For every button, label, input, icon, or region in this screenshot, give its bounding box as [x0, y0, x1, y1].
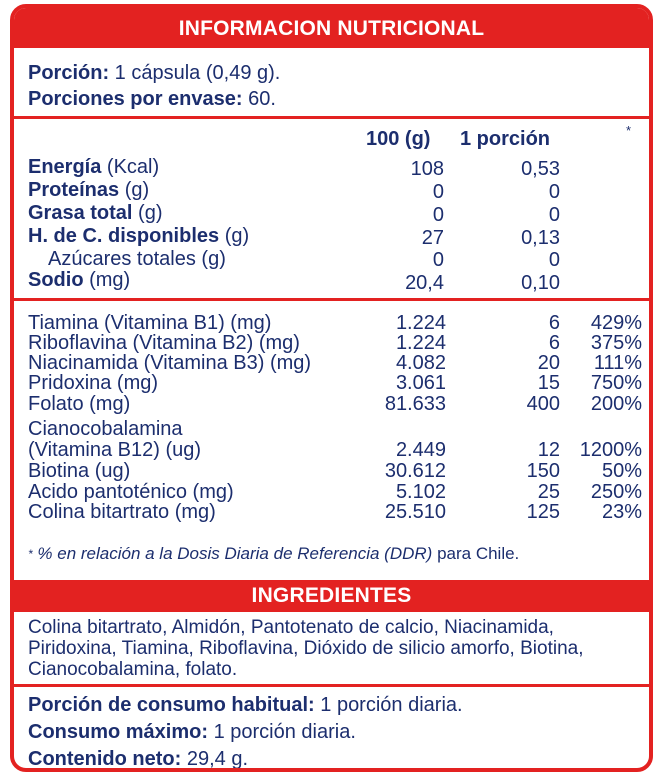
vitamin-value-portion: 6	[548, 312, 560, 334]
macro-name: Proteínas	[28, 179, 120, 201]
consumption-value: 29,4 g.	[181, 748, 249, 770]
vitamin-name: Riboflavina (Vitamina B2) (mg)	[28, 332, 300, 354]
macro-name: H. de C. disponibles	[28, 225, 220, 247]
ingredients-title: INGREDIENTES	[14, 580, 649, 612]
vitamin-value-portion: 12	[537, 439, 560, 461]
macro-name: Sodio	[28, 269, 84, 291]
vitamin-value-portion: 15	[537, 372, 560, 394]
consumption-value: 1 porción diaria.	[314, 694, 463, 716]
macro-unit: (Kcal)	[101, 156, 160, 178]
macro-value-100: 20,4	[405, 272, 444, 294]
vitamin-name: Niacinamida (Vitamina B3) (mg)	[28, 352, 312, 374]
macro-row-sub	[48, 248, 226, 270]
macro-unit: (g)	[219, 225, 250, 247]
macro-value-100: 0	[432, 181, 444, 203]
vitamin-value-portion: 6	[548, 332, 560, 354]
per-pack-label: Porciones por envase:	[28, 88, 243, 110]
macro-value-portion: 0,53	[521, 158, 560, 180]
vitamin-percent: 200%	[590, 393, 642, 415]
vitamin-value-100: 2.449	[395, 439, 446, 461]
ingredients-line: Colina bitartrato, Almidón, Pantotenato de calcio, Niacinamida,	[28, 617, 554, 638]
vitamin-value-portion: 20	[537, 352, 560, 374]
nutrition-label	[10, 4, 653, 772]
vitamin-name: Colina bitartrato (mg)	[28, 501, 216, 523]
macro-value-100: 27	[421, 227, 444, 249]
macro-value-portion: 0,10	[521, 272, 560, 294]
vitamin-percent: 250%	[590, 481, 642, 503]
vitamin-percent: 111%	[593, 352, 642, 374]
vitamin-value-portion: 125	[526, 501, 560, 523]
ddr-footnote	[28, 544, 519, 564]
vitamin-value-100: 1.224	[395, 312, 446, 334]
vitamin-percent: 429%	[590, 312, 642, 334]
macro-value-100: 0	[432, 204, 444, 226]
macro-row	[28, 156, 159, 178]
portion-label: Porción:	[28, 62, 110, 84]
footnote-text: % en relación a la Dosis Diaria de Referencia (DDR)	[32, 544, 433, 563]
macro-value-portion: 0	[548, 249, 560, 271]
vitamin-name: Pridoxina (mg)	[28, 372, 159, 394]
macro-name: Grasa total	[28, 202, 133, 224]
vitamin-value-100: 3.061	[395, 372, 446, 394]
portion-line	[28, 62, 280, 84]
macro-row	[28, 225, 249, 247]
vitamin-percent: 1200%	[579, 439, 642, 461]
net-content	[28, 748, 248, 770]
macro-name: Azúcares totales (g)	[48, 248, 226, 270]
macro-row	[28, 269, 130, 291]
vitamin-percent: 23%	[601, 501, 642, 523]
vitamin-value-100: 5.102	[395, 481, 446, 503]
macro-value-100: 0	[432, 249, 444, 271]
nutrition-title: INFORMACION NUTRICIONAL	[14, 8, 649, 48]
portion-value: 1 cápsula (0,49 g).	[109, 62, 281, 84]
divider	[14, 684, 649, 687]
vitamin-percent: 375%	[590, 332, 642, 354]
vitamin-name: Acido pantoténico (mg)	[28, 481, 234, 503]
consumption-label: Contenido neto:	[28, 748, 182, 770]
macro-row	[28, 202, 162, 224]
consumption-value: 1 porción diaria.	[208, 721, 356, 743]
consumption-label: Porción de consumo habitual:	[28, 694, 315, 716]
macro-value-portion: 0	[548, 181, 560, 203]
consumption-habitual	[28, 694, 463, 716]
footnote-suffix: para Chile.	[432, 544, 520, 563]
col-header-star: *	[626, 123, 632, 138]
vitamin-name: Folato (mg)	[28, 393, 131, 415]
vitamin-value-100: 1.224	[395, 332, 446, 354]
consumption-max	[28, 721, 356, 743]
vitamin-name: Biotina (ug)	[28, 460, 131, 482]
vitamin-value-portion: 150	[526, 460, 560, 482]
macro-unit: (g)	[119, 179, 150, 201]
vitamin-value-portion: 400	[526, 393, 560, 415]
vitamin-percent: 50%	[601, 460, 642, 482]
vitamin-percent: 750%	[590, 372, 642, 394]
vitamin-name: Tiamina (Vitamina B1) (mg)	[28, 312, 272, 334]
divider	[14, 298, 649, 301]
col-header-100g: 100 (g)	[366, 128, 431, 150]
macro-unit: (mg)	[83, 269, 131, 291]
footnote-star: *	[28, 547, 33, 561]
ingredients-line: Cianocobalamina, folato.	[28, 659, 238, 680]
vitamin-value-100: 25.510	[384, 501, 446, 523]
per-pack-line	[28, 88, 276, 110]
vitamin-value-portion: 25	[537, 481, 560, 503]
vitamin-value-100: 81.633	[384, 393, 446, 415]
consumption-label: Consumo máximo:	[28, 721, 209, 743]
ingredients-line: Piridoxina, Tiamina, Riboflavina, Dióxido de silicio amorfo, Biotina,	[28, 638, 584, 659]
vitamin-name: Cianocobalamina	[28, 418, 183, 440]
macro-value-portion: 0	[548, 204, 560, 226]
per-pack-value: 60.	[242, 88, 276, 110]
vitamin-value-100: 4.082	[395, 352, 446, 374]
macro-name: Energía	[28, 156, 102, 178]
col-header-portion: 1 porción	[460, 128, 551, 150]
divider	[14, 116, 649, 119]
macro-value-100: 108	[410, 158, 444, 180]
vitamin-value-100: 30.612	[384, 460, 446, 482]
macro-row	[28, 179, 149, 201]
macro-unit: (g)	[132, 202, 163, 224]
vitamin-name: (Vitamina B12) (ug)	[28, 439, 202, 461]
macro-value-portion: 0,13	[521, 227, 560, 249]
